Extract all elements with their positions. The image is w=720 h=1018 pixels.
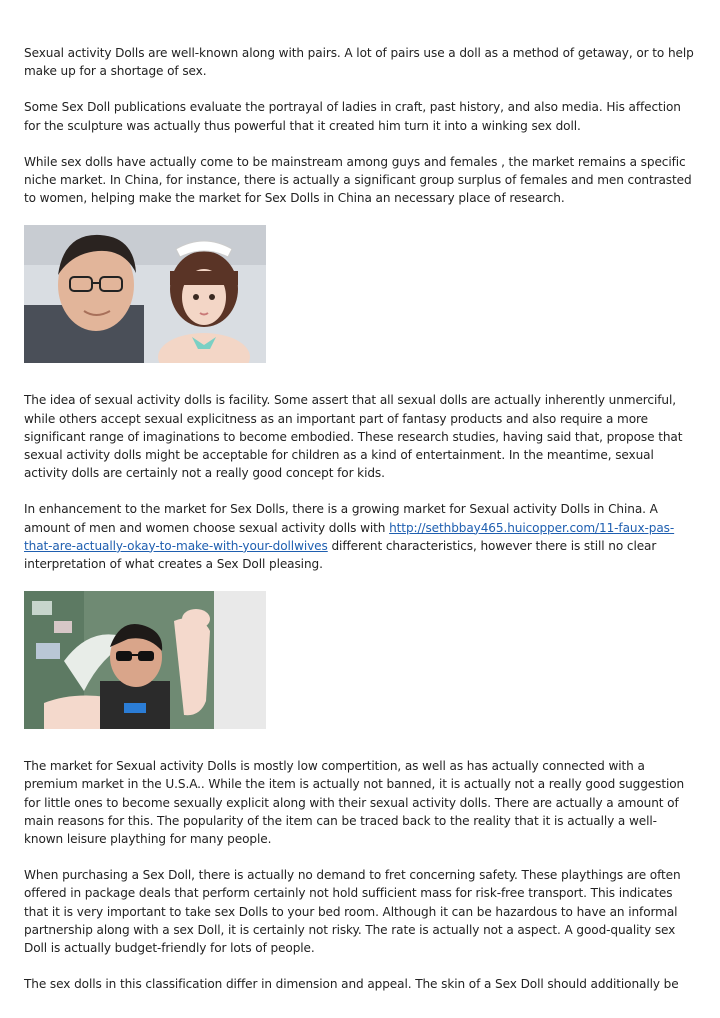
paragraph-3: While sex dolls have actually come to be mainstream among guys and females , the market remains a specific niche market. In China, for instance, there is actually a significant group surplus of females and men contrasted to women, helping make the market for Sex Dolls in China an necessary place of research. <box>24 154 692 206</box>
paragraph-7: When purchasing a Sex Doll, there is actually no demand to fret concerning safety. These playthings are often offered in package deals that perform certainly not hold sufficient mass for risk-free transport. This indicates that it is very important to take sex Dolls to your bed room. Although it can be hazardous to have an informal partnership along with a sex Doll, it is certainly not risky. The rate is actually not a aspect. A good-quality sex Doll is actually budget-friendly for lots of people. <box>24 868 681 956</box>
paragraph-8: The sex dolls in this classification differ in dimension and appeal. The skin of a Sex Doll should additionally be <box>24 977 679 992</box>
photo-man-with-sunglasses <box>24 591 266 729</box>
paragraph-4: The idea of sexual activity dolls is facility. Some assert that all sexual dolls are actually inherently unmerciful, while others accept sexual explicitness as an important part of fantasy products and also require a more significant range of imaginations to become embodied. These research studies, having said that, propose that sexual activity dolls might be acceptable for children as a kind of entertainment. In the meantime, sexual activity dolls are certainly not a really good concept for kids. <box>24 393 683 481</box>
paragraph-5 <box>24 500 696 573</box>
paragraph-1: Sexual activity Dolls are well-known along with pairs. A lot of pairs use a doll as a method of getaway, or to help make up for a shortage of sex. <box>24 46 694 79</box>
paragraph-5-text-start: In enhancement to the market for Sex Dolls, there is a growing market for Sexual activity Dolls in China. A amount of men and women choose sexual activity dolls with <box>24 502 658 535</box>
paragraph-6: The market for Sexual activity Dolls is mostly low compertition, as well as has actually connected with a premium market in the U.S.A.. While the item is actually not banned, it is actually not a really good suggestion for little ones to become sexually explicit along with their sexual activity dolls. There are actually a amount of main reasons for this. The popularity of the item can be traced back to the reality that it is actually a well-known leisure plaything for many people. <box>24 759 685 847</box>
paragraph-5-text-end: different characteristics, however there is still no clear interpretation of what creates a Sex Doll pleasing. <box>24 538 657 572</box>
article-link[interactable]: http://sethbbay465.huicopper.com/11-faux-pas-that-are-actually-okay-to-make-with-your-dollwives <box>24 520 675 553</box>
paragraph-2: Some Sex Doll publications evaluate the portrayal of ladies in craft, past history, and also media. His affection for the sculpture was actually thus powerful that it created him turn it into a winking sex doll. <box>24 100 681 133</box>
photo-man-with-doll <box>24 225 266 363</box>
